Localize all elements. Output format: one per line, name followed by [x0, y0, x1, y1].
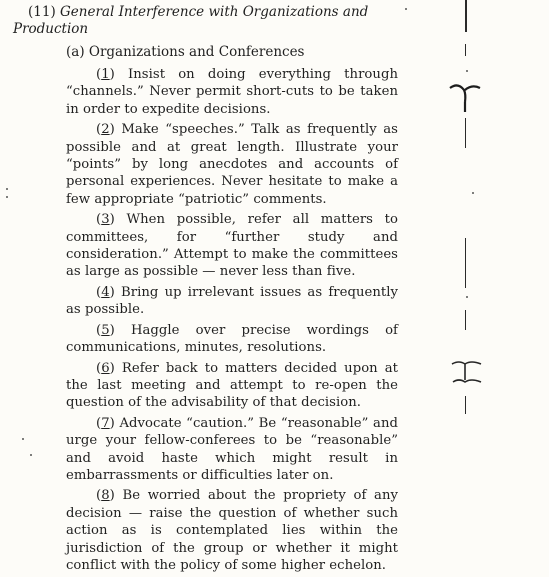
scan-speck: [30, 454, 32, 456]
gutter-line: [465, 238, 466, 288]
scan-mark-icon: [446, 80, 486, 114]
item-text: Haggle over precise wordings of communications, minutes, resolutions.: [66, 322, 398, 356]
section-heading: [28, 4, 408, 21]
gutter-line: [465, 396, 466, 414]
item-list: [66, 66, 398, 577]
item-text: Refer back to matters decided upon at the last meeting and attempt to re-open the question of the advisability of that decision.: [66, 360, 398, 411]
scan-speck: [466, 296, 468, 298]
item-text: Be worried about the propriety of any decision — raise the question of whether such action as is contemplated lies within the jurisdiction of the group or whether it might conflict with the policy of some higher echelon.: [66, 488, 399, 573]
item-number: 4: [101, 284, 110, 300]
scan-speck: [6, 196, 8, 198]
scan-speck: [22, 438, 24, 440]
scan-speck: [472, 192, 474, 194]
gutter-line: [465, 0, 467, 32]
item-text: When possible, refer all matters to committees, for “further study and consideration.” Attempt to make the committees as large as possible — never less than five.: [66, 212, 399, 280]
subsection-heading: [66, 44, 305, 61]
section-heading-continued: [13, 21, 88, 38]
list-item: (8) Be worried about the propriety of any decision — raise the question of whether such action as is contemplated lies within the jurisdiction of the group or whether it might conflict with the policy of some higher echelon.: [66, 488, 399, 573]
item-number: 1: [101, 67, 110, 82]
list-item: (2) Make “speeches.” Talk as frequently as possible and at great length. Illustrate your “points” by long anecdotes and accounts of personal experiences. Never hesitate to make a few appropriate “patriotic” comments.: [66, 122, 398, 207]
section-title-line1: General Interference with Organizations and: [60, 4, 369, 20]
section-title-line2: Production: [13, 21, 89, 37]
list-item: (6) Refer back to matters decided upon at the last meeting and attempt to re-open the question of the advisability of that decision.: [66, 360, 398, 411]
item-number: 2: [101, 122, 110, 138]
item-number: 7: [101, 415, 110, 431]
list-item: (7) Advocate “caution.” Be “reasonable” and urge your fellow-conferees to be “reasonable” and avoid haste which might result in embarrassments or difficulties later on.: [66, 415, 398, 483]
gutter-line: [465, 118, 466, 148]
scan-speck: [405, 8, 407, 10]
item-text: Insist on doing everything through “channels.” Never permit short-cuts to be taken in order to expedite decisions.: [66, 67, 399, 117]
item-text: Advocate “caution.” Be “reasonable” and urge your fellow-conferees to be “reasonable” and avoid haste which might result in embarrassments or difficulties later on.: [66, 415, 398, 483]
item-number: 8: [101, 488, 110, 504]
list-item: (5) Haggle over precise wordings of communications, minutes, resolutions.: [66, 322, 398, 356]
scan-speck: [6, 188, 8, 190]
list-item: (1) Insist on doing everything through “channels.” Never permit short-cuts to be taken in order to expedite decisions.: [66, 67, 399, 117]
gutter-line: [465, 310, 466, 330]
gutter-line: [465, 44, 466, 56]
item-number: 3: [101, 212, 110, 228]
item-number: 6: [101, 360, 110, 376]
item-text: Bring up irrelevant issues as frequently as possible.: [66, 284, 399, 318]
subsection-title: Organizations and Conferences: [88, 44, 305, 60]
section-number: (11): [28, 4, 56, 20]
item-number: 5: [101, 322, 110, 338]
item-text: Make “speeches.” Talk as frequently as possible and at great length. Illustrate your “points” by long anecdotes and accounts of personal experiences. Never hesitate to make a few appropriate “patriotic” comments.: [66, 122, 398, 207]
subsection-label: (a): [66, 44, 85, 60]
scan-speck: [466, 70, 468, 72]
scan-mark-icon: [449, 358, 485, 388]
list-item: (3) When possible, refer all matters to committees, for “further study and consideration.” Attempt to make the committees as large as possible — never less than five.: [66, 212, 399, 280]
list-item: (4) Bring up irrelevant issues as frequently as possible.: [66, 284, 399, 318]
